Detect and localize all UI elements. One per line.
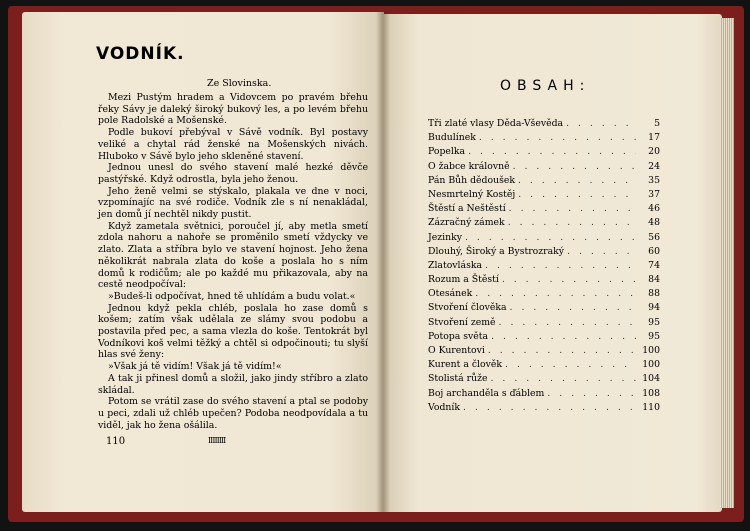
toc-entry: [428, 217, 660, 231]
toc-leader-dots: [488, 331, 636, 342]
toc-entry-title: Budulínek: [428, 132, 476, 144]
toc-entry-page: 35: [648, 174, 660, 186]
toc-entry-title: Popelka: [428, 146, 466, 158]
story-paragraph: Mezi Pustým hradem a Vidovcem po pravém břehu řeky Sávy je daleký široký bukový les, a po levém břehu pole Radolské a Mošenské.: [98, 92, 368, 127]
toc-entry-page: 84: [648, 274, 660, 286]
toc-entry: [428, 331, 660, 345]
toc-entry-title: O Kurentovi: [428, 345, 485, 356]
toc-entry-page: 46: [648, 203, 660, 215]
toc-leader-dots: [482, 260, 636, 271]
toc-entry: [428, 203, 660, 217]
toc-entry: [428, 260, 660, 274]
signature-mark: IIIIIIII: [208, 436, 226, 445]
story-paragraph: Potom se vrátil zase do svého stavení a ptal se podoby u peci, zdali už chléb upečen? Podoba neodpovídala a tu viděl, jak ho žena ošálila.: [98, 396, 368, 431]
toc-leader-dots: [465, 146, 636, 157]
toc-entry-title: Jezinky: [428, 231, 462, 243]
story-paragraph: Jednou když pekla chléb, poslala ho zase domů s košem; zatím však udělala ze slámy svou podobu a postavila před pec, a sama vlezla do koše. Tentokrát byl Vodníkovi koš velmi těžký a chtěl si odpočinouti; tu slyší hlas své ženy:: [98, 302, 368, 361]
toc-entry: [428, 288, 660, 302]
toc-entry: [428, 232, 660, 246]
toc-entry: [428, 132, 660, 146]
toc-entry-page: 95: [648, 316, 660, 328]
toc-entry-title: Vodník: [428, 401, 461, 413]
toc-entry: [428, 402, 660, 416]
toc-entry: [428, 175, 660, 189]
toc-entry: [428, 373, 660, 387]
toc-leader-dots: [502, 359, 636, 370]
story-paragraph: »Budeš-li odpočívat, hned tě uhlídám a budu volat.«: [108, 290, 356, 302]
toc-leader-dots: [506, 203, 636, 214]
toc-entry: [428, 161, 660, 175]
toc-entry: [428, 274, 660, 288]
toc-entry-page: 37: [648, 188, 660, 200]
toc-entry-title: Štěstí a Neštěstí: [428, 203, 506, 215]
toc-entry-title: O žabce královně: [428, 160, 510, 172]
toc-leader-dots: [510, 161, 636, 172]
toc-entry: [428, 388, 660, 402]
toc-leader-dots: [496, 317, 636, 328]
book-gutter: [376, 12, 390, 512]
toc-entry-title: Rozum a Štěstí: [428, 274, 499, 286]
toc-leader-dots: [515, 175, 636, 186]
story-title: VODNÍK.: [96, 44, 185, 64]
toc-leader-dots: [544, 388, 636, 399]
toc-entry-title: Boj archanděla s ďáblem: [428, 387, 545, 399]
story-paragraph: Když zametala světnici, poroučel jí, aby metla smetí zdola nahoru a nahoře se proměnilo smetí vždycky ve zlato. Zlata a stříbra bylo ve stavení hojnost. Jeho žena několikrát nabrala zlata do koše a poslala ho s ním domů k rodičům; ale po každé mu přikazovala, aby na cestě neodpočíval:: [98, 220, 368, 291]
toc-entry: [428, 118, 660, 132]
toc-entry-page: 56: [648, 231, 660, 243]
story-subtitle: Ze Slovinska.: [207, 78, 272, 89]
toc-leader-dots: [488, 373, 637, 384]
toc-entry: [428, 317, 660, 331]
toc-leader-dots: [499, 274, 636, 285]
toc-entry-title: Stolistá růže: [428, 373, 488, 385]
toc-entry-page: 20: [648, 146, 660, 158]
toc-entry-title: Nesmrtelný Kostěj: [428, 188, 516, 200]
page-edges: [720, 18, 734, 508]
toc-entry-page: 95: [648, 330, 660, 342]
toc-entry-page: 110: [642, 401, 660, 413]
toc-leader-dots: [460, 402, 636, 413]
toc-entry-page: 48: [648, 217, 660, 229]
toc-leader-dots: [476, 132, 636, 143]
table-of-contents: [428, 118, 660, 416]
contents-heading: OBSAH:: [500, 78, 591, 94]
toc-entry-page: 108: [642, 387, 660, 399]
toc-entry-title: Stvoření země: [428, 316, 496, 328]
toc-leader-dots: [515, 189, 636, 200]
toc-entry-title: Kurent a člověk: [428, 359, 503, 371]
story-paragraph: A tak ji přinesl domů a složil, jako jindy stříbro a zlato skládal.: [98, 372, 368, 396]
toc-entry-title: Dlouhý, Široký a Bystrozraký: [428, 245, 565, 257]
toc-entry-title: Zlatovláska: [428, 259, 483, 271]
story-paragraph: »Však já tě vidím! Však já tě vidím!«: [108, 361, 282, 373]
toc-entry-page: 60: [648, 245, 660, 257]
toc-entry-title: Pán Bůh dědoušek: [428, 174, 515, 186]
toc-leader-dots: [507, 302, 636, 313]
toc-leader-dots: [485, 345, 636, 356]
story-paragraph: Podle bukoví přebýval v Sávě vodník. Byl postavy veliké a chytal rád ženské na Mošenských nivách. Hlubokо v Sávě bylo jeho skleněné stavení.: [98, 127, 368, 162]
toc-entry-title: Otesánek: [428, 288, 473, 300]
toc-entry: [428, 345, 660, 359]
toc-entry-page: 24: [648, 160, 660, 172]
toc-entry: [428, 189, 660, 203]
toc-entry-page: 5: [654, 118, 660, 129]
toc-entry: [428, 246, 660, 260]
toc-entry-page: 94: [648, 302, 660, 314]
toc-entry-page: 100: [642, 345, 660, 356]
toc-entry-title: Potopa světa: [428, 330, 489, 342]
toc-entry-title: Zázračný zámek: [428, 217, 505, 229]
toc-entry: [428, 146, 660, 160]
toc-leader-dots: [563, 118, 636, 129]
toc-entry-page: 100: [642, 359, 660, 371]
toc-entry-title: Stvoření člověka: [428, 302, 507, 314]
story-paragraph: Jednou unesl do svého stavení malé hezké děvče pastýřské. Když odrostla, byla jeho ženou.: [98, 162, 368, 185]
toc-entry: [428, 359, 660, 373]
toc-leader-dots: [472, 288, 636, 299]
story-paragraph: Jeho ženě velmi se stýskalo, plakala ve dne v noci, vzpomínajíc na své rodiče. Vodník zle s ní nenakládal, jen domů jí nechtěl nikdy pustit.: [98, 185, 368, 221]
toc-entry-page: 17: [648, 132, 660, 144]
toc-leader-dots: [462, 232, 636, 243]
toc-entry: [428, 302, 660, 316]
toc-entry-page: 74: [648, 259, 660, 271]
toc-leader-dots: [564, 246, 636, 257]
toc-entry-page: 104: [642, 373, 660, 385]
toc-entry-page: 88: [648, 288, 660, 300]
page-number: 110: [106, 436, 126, 447]
toc-entry-title: Tři zlaté vlasy Děda-Vševěda: [428, 118, 564, 129]
toc-leader-dots: [505, 217, 636, 228]
story-body: [98, 92, 368, 431]
